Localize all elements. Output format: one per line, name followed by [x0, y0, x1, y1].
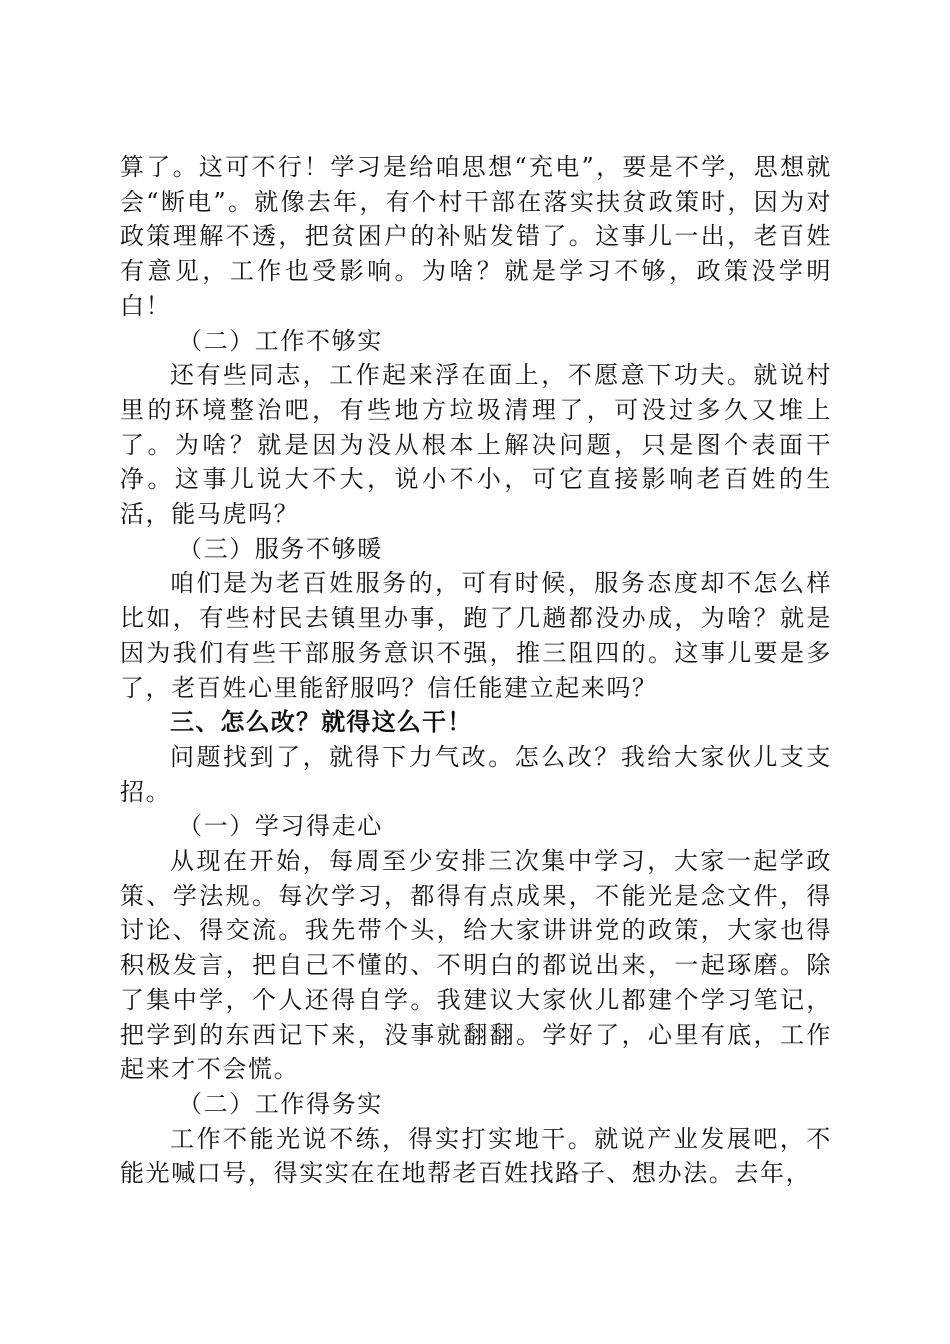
paragraph: 从现在开始，每周至少安排三次集中学习，大家一起学政策、学法规。每次学习，都得有点成果，不能光是念文件，得讨论、得交流。我先带个头，给大家讲讲党的政策，大家也得积极发言，把自己不懂的、不明白的都说出来，一起琢磨。除了集中学，个人还得自学。我建议大家伙儿都建个学习笔记，把学到的东西记下来，没事就翻翻。学好了，心里有底，工作起来才不会慌。 — [120, 847, 832, 1084]
subsection-heading: （三）服务不够暖 — [178, 534, 383, 563]
section-heading: 三、怎么改？就得这么干！ — [170, 708, 473, 737]
subsection-heading: （一）学习得走心 — [178, 812, 383, 841]
document-body — [120, 150, 832, 1191]
subsection-heading: （二）工作不够实 — [178, 326, 383, 355]
paragraph: 工作不能光说不练，得实打实地干。就说产业发展吧，不能光喊口号，得实实在在地帮老百姓找路子、想办法。去年， — [120, 1124, 832, 1188]
paragraph: 算了。这可不行！学习是给咱思想“充电”，要是不学，思想就会“断电”。就像去年，有个村干部在落实扶贫政策时，因为对政策理解不透，把贫困户的补贴发错了。这事儿一出，老百姓有意见，工作也受影响。为啥？就是学习不够，政策没学明白！ — [120, 153, 832, 320]
subsection-heading: （二）工作得务实 — [178, 1089, 383, 1118]
paragraph: 咱们是为老百姓服务的，可有时候，服务态度却不怎么样比如，有些村民去镇里办事，跑了几趟都没办成，为啥？就是因为我们有些干部服务意识不强，推三阻四的。这事儿要是多了，老百姓心里能舒服吗？信任能建立起来吗？ — [120, 569, 832, 702]
paragraph: 还有些同志，工作起来浮在面上，不愿意下功夫。就说村里的环境整治吧，有些地方垃圾清理了，可没过多久又堆上了。为啥？就是因为没从根本上解决问题，只是图个表面干净。这事儿说大不大，说小不小，可它直接影响老百姓的生活，能马虎吗？ — [120, 361, 832, 529]
paragraph: 问题找到了，就得下力气改。怎么改？我给大家伙儿支支招。 — [120, 742, 832, 806]
